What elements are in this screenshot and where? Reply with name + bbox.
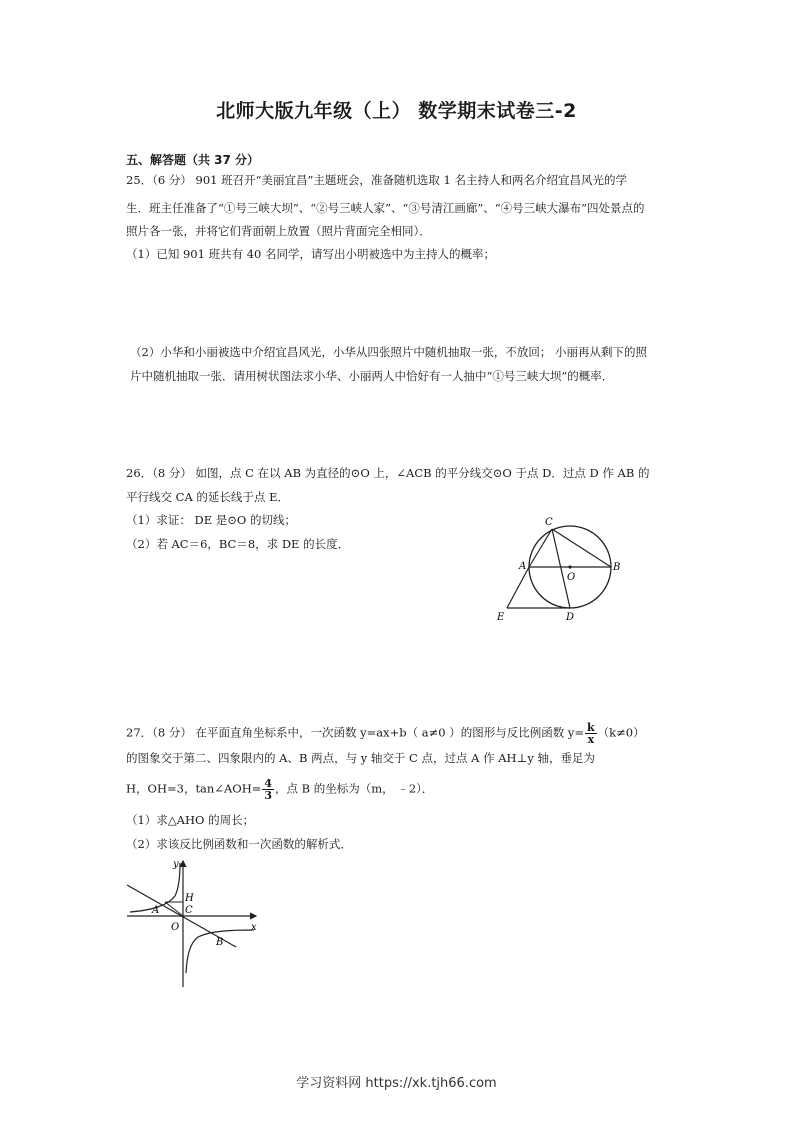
page-title: 北师大版九年级（上） 数学期末试卷三-2 <box>216 100 577 122</box>
frac-numerator: k <box>587 721 595 734</box>
q27-part-1: （1）求△AHO 的周长； <box>126 813 255 827</box>
q27-line-3-tail: ，点 B 的坐标为（m， ﹣2）． <box>275 781 434 796</box>
q26-part-1: （1）求证： DE 是⊙O 的切线； <box>126 513 296 527</box>
segment-cb <box>552 529 611 567</box>
label-y: y <box>173 859 179 870</box>
q26-line-1: 26．（8 分） 如图，点 C 在以 AB 为直径的⊙O 上，∠ACB 的平分线交⊙O 于点 D．过点 D 作 AB 的 <box>126 466 650 480</box>
label-h: H <box>185 893 194 904</box>
fraction-4-over-3 <box>262 778 274 801</box>
q27-line-1-text: 27．（8 分） 在平面直角坐标系中，一次函数 y=ax+b（ a≠0 ）的图形与反比例函数 y= <box>126 725 585 740</box>
q25-line-2: 生．班主任准备了“①号三峡大坝”、“②号三峡人家”、“③号清江画廊”、“④号三峡大瀑布”四处景点的 <box>126 201 645 215</box>
q26-part-2: （2）若 AC＝6，BC＝8，求 DE 的长度． <box>126 537 350 551</box>
q27-line-1 <box>126 722 645 745</box>
q25-line-3: 照片各一张，并将它们背面朝上放置（照片背面完全相同）． <box>126 224 431 238</box>
segment-cd <box>552 529 570 608</box>
label-b: B <box>613 562 621 573</box>
frac-numerator: 4 <box>264 777 273 790</box>
label-x: x <box>251 922 257 933</box>
label-c: C <box>185 905 193 916</box>
q26-line-2: 平行线交 CA 的延长线于点 E． <box>126 490 289 504</box>
label-a: A <box>519 561 527 572</box>
q25-part-2-b: 片中随机抽取一张．请用树状图法求小华、小丽两人中恰好有一人抽中“①号三峡大坝”的概率． <box>130 369 614 383</box>
q26-circle-figure <box>490 510 630 630</box>
frac-denominator: x <box>587 733 595 746</box>
q25-part-1: （1）已知 901 班共有 40 名同学，请写出小明被选中为主持人的概率； <box>126 247 496 261</box>
segment-ae <box>507 567 529 608</box>
q27-line-3-text: H，OH=3，tan∠AOH= <box>126 781 262 796</box>
frac-denominator: 3 <box>264 789 273 802</box>
label-a: A <box>152 905 160 916</box>
label-c: C <box>545 517 553 528</box>
q27-coordinate-figure <box>124 855 264 990</box>
label-b: B <box>216 937 224 948</box>
q27-line-1-tail: （k≠0） <box>597 725 645 740</box>
label-e: E <box>497 612 505 623</box>
label-o: O <box>567 572 576 583</box>
q27-part-2: （2）求该反比例函数和一次函数的解析式． <box>126 837 352 851</box>
q25-part-2-a: （2）小华和小丽被选中介绍宜昌风光，小华从四张照片中随机抽取一张，不放回； 小丽再从剩下的照 <box>130 345 647 359</box>
section-heading: 五、解答题（共 37 分） <box>126 153 260 167</box>
footer-website: 学习资料网 https://xk.tjh66.com <box>296 1076 497 1091</box>
label-o: O <box>171 922 180 933</box>
q25-line-1: 25．（6 分） 901 班召开“美丽宜昌”主题班会，准备随机选取 1 名主持人和两名介绍宜昌风光的学 <box>126 173 627 187</box>
label-d: D <box>566 612 575 623</box>
segment-ao <box>165 902 183 916</box>
q27-line-2: 的图象交于第二、四象限内的 A、B 两点，与 y 轴交于 C 点，过点 A 作 AH⊥y 轴，垂足为 <box>126 751 596 765</box>
q27-line-3 <box>126 778 433 801</box>
center-dot <box>568 565 571 568</box>
segment-ac <box>529 529 552 567</box>
fraction-k-over-x <box>585 722 597 745</box>
